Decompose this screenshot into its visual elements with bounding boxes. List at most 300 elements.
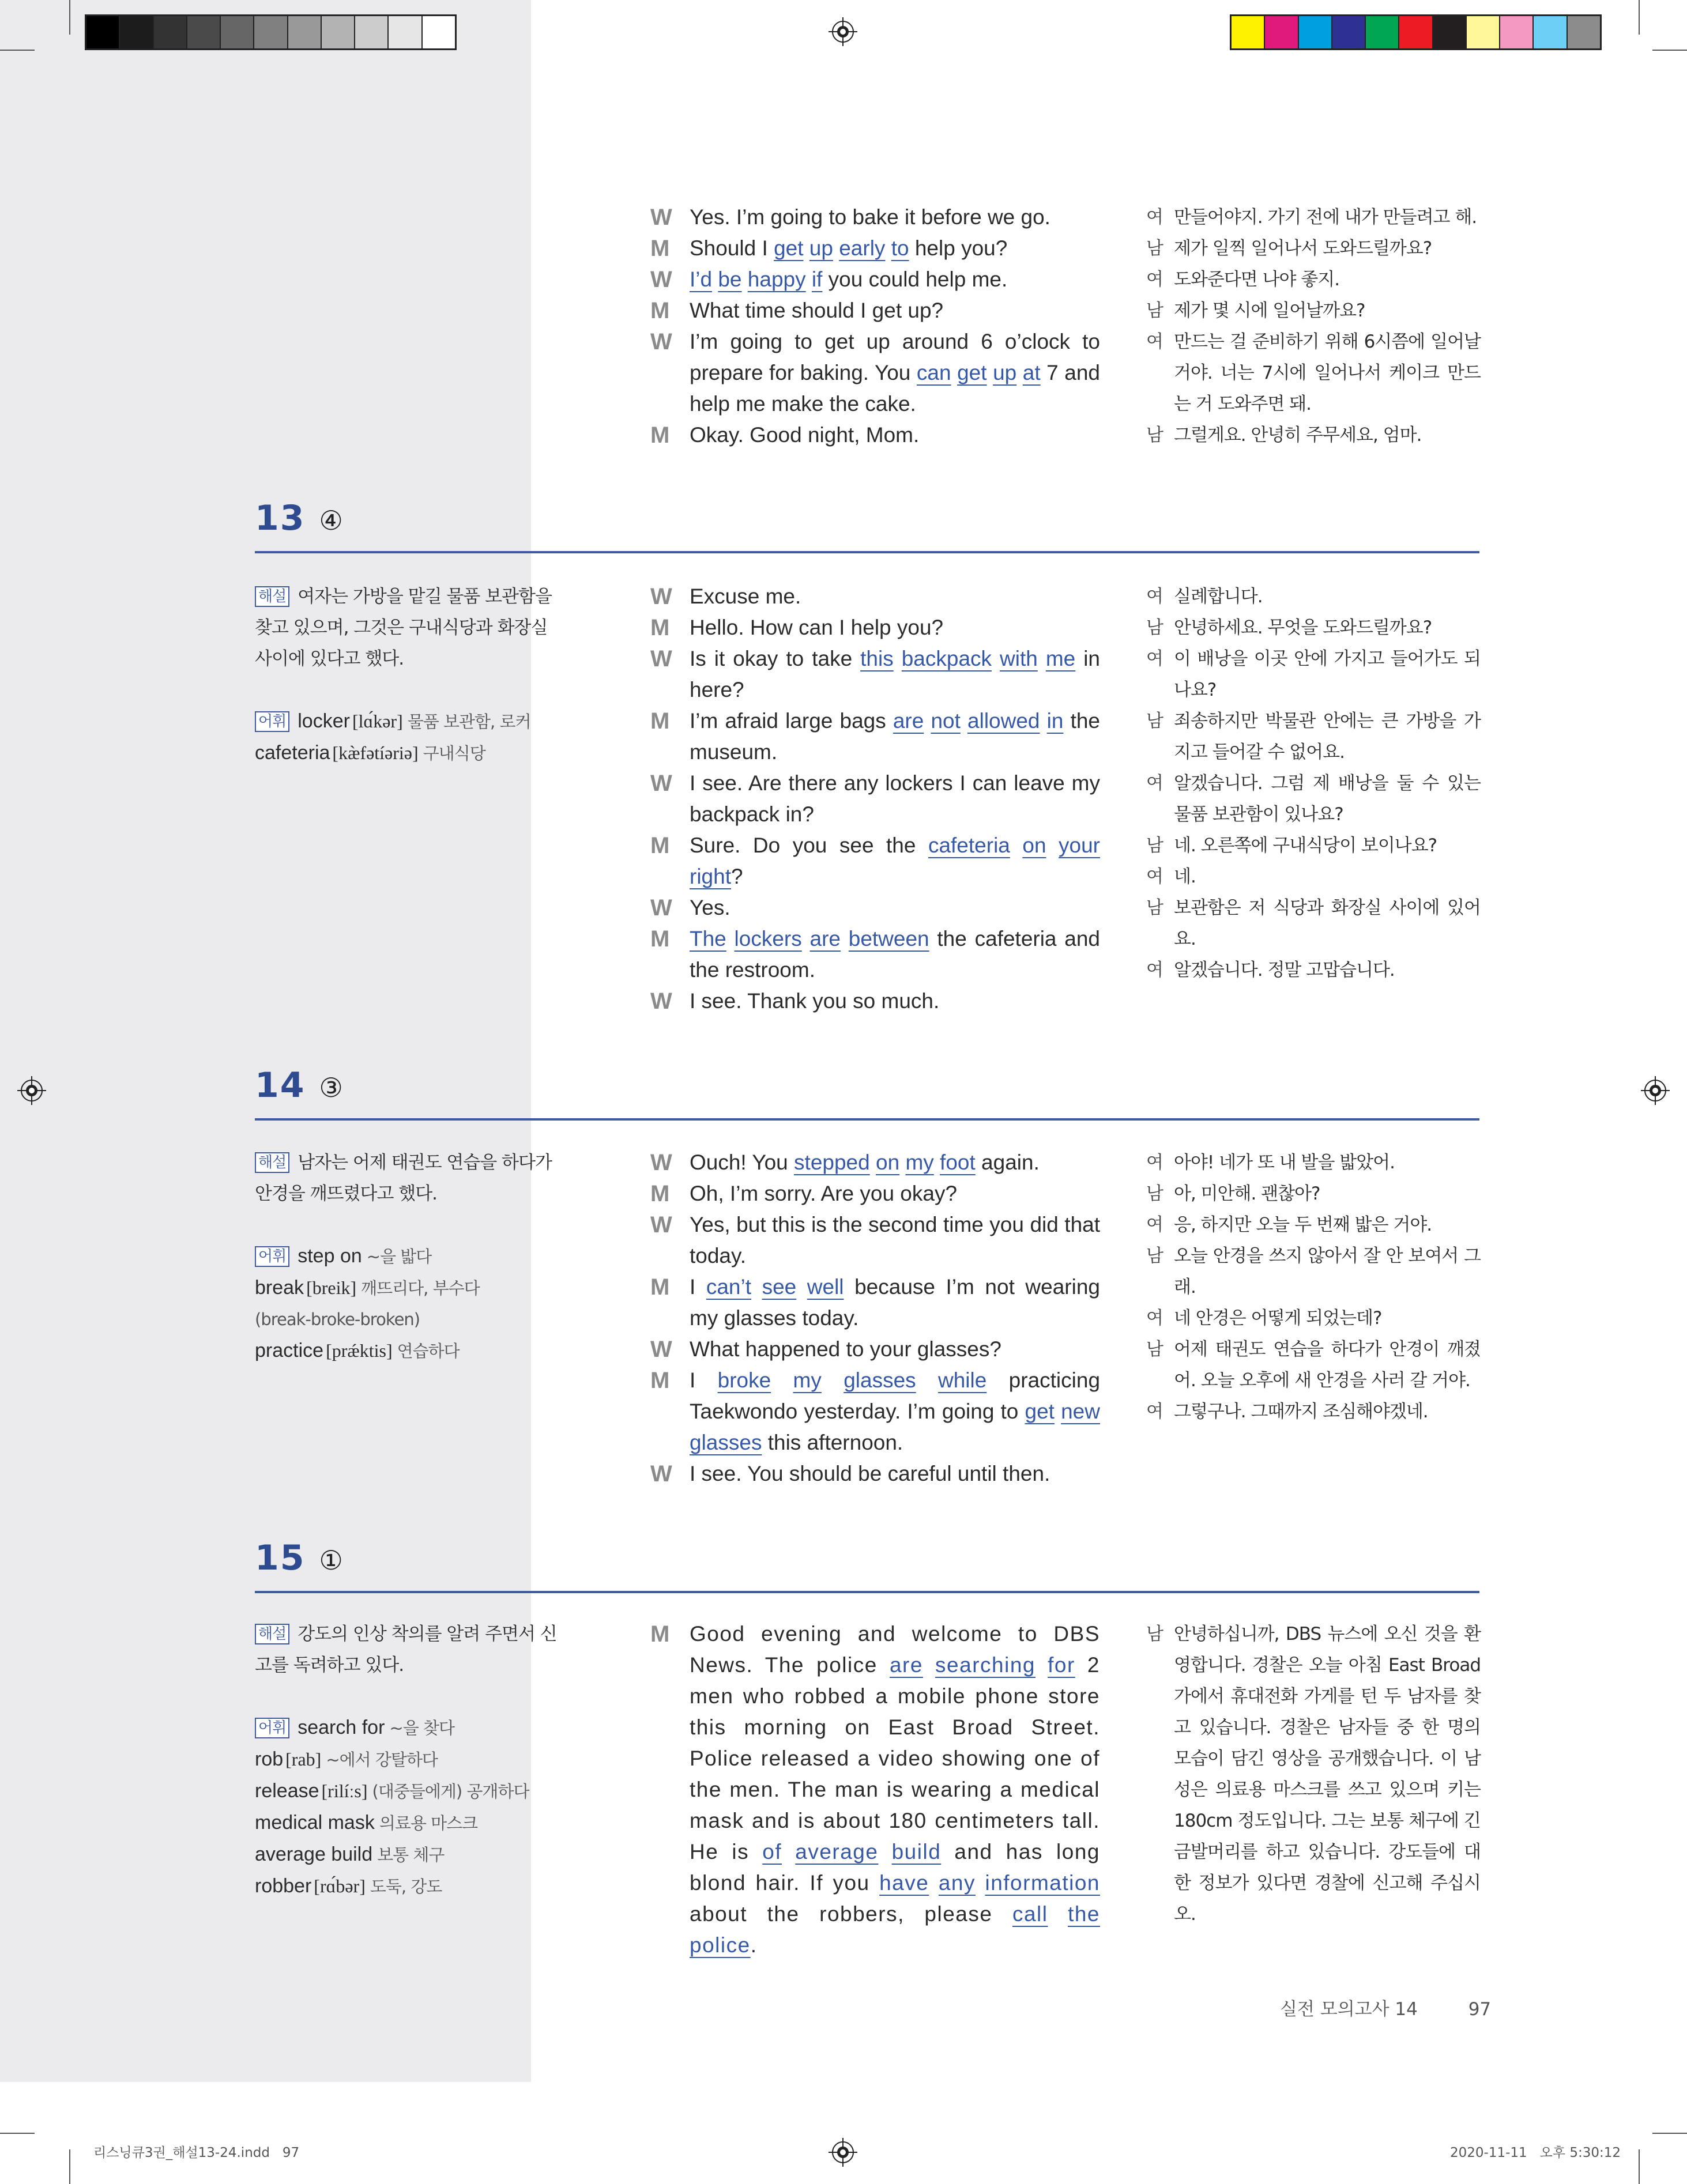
explanation-text: 해설 강도의 인상 착의를 알려 주면서 신고를 독려하고 있다.: [255, 1624, 557, 1676]
gray-swatch: [221, 16, 254, 48]
utterance: Yes.: [690, 896, 730, 919]
translation-text: 그럴게요. 안녕히 주무세요, 엄마.: [1174, 425, 1422, 446]
translation-line: [1146, 706, 1481, 768]
gray-swatch: [322, 16, 355, 48]
speaker-label: M: [650, 423, 670, 448]
speaker-label: 남: [1146, 711, 1163, 731]
korean-translation-13: [1146, 581, 1481, 986]
translation-line: [1146, 892, 1481, 955]
process-color-bar: [1230, 14, 1602, 50]
utterance: What happened to your glasses?: [690, 1337, 1001, 1361]
translation-text: 그렇구나. 그때까지 조심해야겠네.: [1174, 1401, 1428, 1422]
vocab-pronunciation: [breik]: [306, 1277, 357, 1298]
speaker-label: W: [650, 895, 672, 921]
translation-line: [1146, 326, 1481, 420]
crop-mark: [0, 2133, 35, 2134]
speaker-label: 남: [1146, 897, 1163, 918]
vocab-item: [255, 737, 560, 769]
process-color-swatch: [1534, 16, 1567, 48]
translation-line: [1146, 1303, 1481, 1334]
process-color-swatch: [1433, 16, 1467, 48]
blank-answer: be: [718, 267, 742, 291]
speaker-label: M: [650, 298, 670, 323]
vocab-word: step on: [298, 1245, 362, 1267]
speaker-label: 여: [1146, 586, 1163, 607]
blank-answer: see: [762, 1275, 797, 1299]
blank-answer: happy: [747, 267, 806, 291]
explanation-13: [255, 581, 560, 769]
speaker-label: W: [650, 205, 672, 230]
speaker-label: 남: [1146, 1624, 1163, 1644]
speaker-label: 여: [1146, 960, 1163, 980]
dialogue-line: [650, 706, 1100, 768]
vocab-meaning: ~을 밟다: [366, 1247, 432, 1266]
speaker-label: W: [650, 646, 672, 672]
utterance: Ouch! You stepped on my foot again.: [690, 1151, 1040, 1174]
blank-answer: my: [905, 1151, 934, 1174]
vocabulary-list: [255, 1240, 560, 1367]
vocab-item: [255, 1335, 560, 1367]
speaker-label: W: [650, 584, 672, 609]
section-answer: ③: [319, 1072, 343, 1103]
speaker-label: 남: [1146, 1246, 1163, 1266]
blank-answer: on: [876, 1151, 900, 1174]
vocab-tag: 어휘: [255, 1246, 289, 1267]
translation-text: 도와준다면 나야 좋지.: [1174, 269, 1340, 290]
utterance: What time should I get up?: [690, 299, 944, 322]
gray-swatch: [355, 16, 389, 48]
dialogue-line: [650, 892, 1100, 923]
process-color-swatch: [1366, 16, 1399, 48]
blank-answer: police: [690, 1933, 751, 1957]
speaker-label: M: [650, 1274, 670, 1300]
translation-line: [1146, 612, 1481, 643]
translation-line: [1146, 861, 1481, 892]
speaker-label: 여: [1146, 269, 1163, 290]
process-color-swatch: [1232, 16, 1265, 48]
dialogue-line: [650, 326, 1100, 420]
translation-line: [1146, 1334, 1481, 1396]
crop-mark: [1639, 2149, 1640, 2184]
blank-answer: this: [860, 647, 894, 670]
translation-line: [1146, 202, 1481, 233]
blank-answer: up: [993, 361, 1017, 384]
gray-swatch: [423, 16, 455, 48]
speaker-label: 여: [1146, 1152, 1163, 1173]
speaker-label: 여: [1146, 1308, 1163, 1329]
translation-line: [1146, 233, 1481, 264]
vocab-meaning: 깨뜨리다, 부수다: [361, 1278, 480, 1298]
crop-mark: [0, 50, 35, 51]
dialogue-line: [650, 1619, 1100, 1961]
vocab-item: [255, 1839, 560, 1870]
explanation-text: 해설 여자는 가방을 맡길 물품 보관함을 찾고 있으며, 그것은 구내식당과 화장실 사이에 있다고 했다.: [255, 586, 552, 669]
section-number: 15: [255, 1538, 306, 1578]
vocab-item: [255, 1744, 560, 1775]
vocab-item: [255, 1775, 560, 1807]
explanation-tag: 해설: [255, 586, 289, 607]
print-file-slug: 리스닝큐3권_해설13-24.indd 97: [93, 2145, 300, 2160]
vocab-pronunciation: [kæ̀fətíəriə]: [332, 742, 419, 763]
vocab-word: locker: [298, 710, 350, 732]
blank-answer: can: [916, 361, 951, 384]
blank-answer: backpack: [901, 647, 992, 670]
speaker-label: W: [650, 989, 672, 1014]
blank-answer: up: [809, 236, 833, 260]
section-answer: ①: [319, 1545, 343, 1576]
translation-line: [1146, 768, 1481, 830]
gray-swatch: [254, 16, 288, 48]
translation-text: 이 배낭을 이곳 안에 가지고 들어가도 되나요?: [1174, 648, 1481, 700]
utterance: Yes. I’m going to bake it before we go.: [690, 205, 1050, 229]
blank-answer: are: [893, 709, 924, 733]
translation-text: 응, 하지만 오늘 두 번째 밟은 거야.: [1174, 1214, 1432, 1235]
utterance: Sure. Do you see the cafeteria on your right?: [690, 833, 1101, 888]
blank-answer: build: [891, 1840, 942, 1864]
gray-swatch: [120, 16, 153, 48]
dialogue-line: [650, 1365, 1100, 1458]
translation-line: [1146, 1619, 1481, 1930]
speaker-label: 남: [1146, 425, 1163, 446]
vocab-word: average build: [255, 1843, 373, 1865]
utterance: Okay. Good night, Mom.: [690, 423, 920, 447]
translation-line: [1146, 420, 1481, 451]
vocab-item: [255, 1304, 560, 1335]
blank-answer: in: [1046, 709, 1064, 733]
speaker-label: 남: [1146, 238, 1163, 259]
translation-text: 어제 태권도 연습을 하다가 안경이 깨졌어. 오늘 오후에 새 안경을 사러 갈 거야.: [1174, 1339, 1481, 1391]
utterance: I see. Thank you so much.: [690, 989, 940, 1013]
speaker-label: 남: [1146, 1183, 1163, 1204]
section-header-14: [255, 1065, 1479, 1106]
vocab-meaning: 구내식당: [423, 744, 485, 763]
utterance: Yes, but this is the second time you did that today.: [690, 1213, 1100, 1268]
dialogue-line: [650, 986, 1100, 1017]
vocab-word: medical mask: [255, 1812, 375, 1834]
dialogue-12-continued: [650, 202, 1100, 451]
utterance: Good evening and welcome to DBS News. The police are searching for 2 men who robbed a mobile phone store this morning on East Broad Street. Police released a video showing one of the men. The man is wearing a medical mask and is about 180 centimeters tall. He is of average build and has long blond hair. If you have any information about the robbers, please call the police.: [690, 1622, 1100, 1957]
blank-answer: get: [1025, 1400, 1055, 1423]
blank-answer: are: [889, 1653, 923, 1677]
translation-text: 안녕하십니까, DBS 뉴스에 오신 것을 환영합니다. 경찰은 오늘 아침 East Broad 가에서 휴대전화 가게를 턴 두 남자를 찾고 있습니다. 경찰은 남자들 중 한 명의 모습이 담긴 영상을 공개했습니다. 이 남성은 의료용 마스크를 쓰고 있으며 키는 180cm 정도입니다. 그는 보통 체구에 긴 금발머리를 하고 있습니다. 강도들에 대한 정보가 있다면 경찰에 신고해 주십시오.: [1174, 1624, 1481, 1925]
translation-text: 알겠습니다. 정말 고맙습니다.: [1174, 960, 1395, 980]
blank-answer: of: [762, 1840, 782, 1864]
utterance: I’m afraid large bags are not allowed in the museum.: [690, 709, 1101, 764]
process-color-swatch: [1332, 16, 1366, 48]
blank-answer: not: [931, 709, 961, 733]
registration-mark-top-icon: [829, 17, 857, 46]
blank-answer: searching: [935, 1653, 1035, 1677]
dialogue-13: [650, 581, 1100, 1017]
vocab-pronunciation: [prǽktis]: [326, 1340, 393, 1361]
speaker-label: M: [650, 1368, 670, 1393]
translation-line: [1146, 643, 1481, 706]
translation-line: [1146, 295, 1481, 326]
speaker-label: 남: [1146, 617, 1163, 638]
section-divider: [255, 551, 1479, 553]
dialogue-line: [650, 420, 1100, 451]
translation-text: 알겠습니다. 그럼 제 배낭을 둘 수 있는 물품 보관함이 있나요?: [1174, 773, 1481, 825]
vocab-item: [255, 1807, 560, 1839]
speaker-label: M: [650, 1181, 670, 1206]
dialogue-line: [650, 923, 1100, 986]
speaker-label: W: [650, 1337, 672, 1362]
explanation-14: [255, 1147, 560, 1367]
gray-swatch: [154, 16, 187, 48]
speaker-label: 여: [1146, 773, 1163, 794]
vocab-item: [255, 706, 560, 737]
blank-answer: get: [774, 236, 804, 260]
blank-answer: cafeteria: [928, 833, 1010, 857]
explanation-tag: 해설: [255, 1152, 289, 1173]
blank-answer: if: [811, 267, 823, 291]
translation-text: 안녕하세요. 무엇을 도와드릴까요?: [1174, 617, 1432, 638]
translation-text: 죄송하지만 박물관 안에는 큰 가방을 가지고 들어갈 수 없어요.: [1174, 711, 1481, 763]
vocab-word: break: [255, 1277, 304, 1299]
utterance: The lockers are between the cafeteria and the restroom.: [690, 927, 1101, 982]
process-color-swatch: [1265, 16, 1298, 48]
blank-answer: call: [1012, 1902, 1048, 1926]
vocab-meaning: 물품 보관함, 로커: [407, 712, 531, 731]
vocab-meaning: 보통 체구: [377, 1845, 445, 1865]
translation-text: 아야! 네가 또 내 발을 밟았어.: [1174, 1152, 1395, 1173]
blank-answer: average: [795, 1840, 879, 1864]
process-color-swatch: [1500, 16, 1534, 48]
grayscale-color-bar: [85, 14, 457, 50]
gray-swatch: [86, 16, 120, 48]
gray-swatch: [389, 16, 422, 48]
translation-line: [1146, 1147, 1481, 1178]
dialogue-line: [650, 612, 1100, 643]
crop-mark: [1652, 50, 1687, 51]
blank-answer: at: [1022, 361, 1041, 384]
speaker-label: M: [650, 833, 670, 858]
speaker-label: 여: [1146, 1214, 1163, 1235]
dialogue-line: [650, 830, 1100, 892]
speaker-label: 남: [1146, 835, 1163, 856]
translation-line: [1146, 581, 1481, 612]
process-color-swatch: [1568, 16, 1600, 48]
vocab-word: rob: [255, 1748, 284, 1770]
utterance: Is it okay to take this backpack with me in here?: [690, 647, 1100, 701]
blank-answer: new: [1061, 1400, 1100, 1423]
translation-line: [1146, 830, 1481, 861]
speaker-label: 여: [1146, 648, 1163, 669]
crop-mark: [69, 0, 70, 35]
vocab-pronunciation: [rab]: [285, 1749, 322, 1770]
registration-mark-left-icon: [17, 1076, 46, 1105]
speaker-label: W: [650, 267, 672, 292]
vocab-meaning: (대중들에게) 공개하다: [372, 1782, 529, 1801]
speaker-label: W: [650, 771, 672, 796]
utterance: I’m going to get up around 6 o’clock to prepare for baking. You can get up at 7 and help me make the cake.: [690, 330, 1100, 416]
crop-mark: [69, 2149, 70, 2184]
korean-translation-15: [1146, 1619, 1481, 1930]
dialogue-line: [650, 1458, 1100, 1489]
utterance: I broke my glasses while practicing Taekwondo yesterday. I’m going to get new glasses this afternoon.: [690, 1368, 1101, 1454]
dialogue-line: [650, 295, 1100, 326]
process-color-swatch: [1299, 16, 1332, 48]
section-number: 14: [255, 1065, 306, 1106]
blank-answer: glasses: [690, 1431, 762, 1454]
vocab-pronunciation: [rɑ́bər]: [314, 1876, 366, 1896]
vocab-pronunciation: [rilíːs]: [321, 1781, 368, 1801]
dialogue-line: [650, 1178, 1100, 1209]
vocab-tag: 어휘: [255, 711, 289, 732]
utterance: I can’t see well because I’m not wearing my glasses today.: [690, 1275, 1100, 1330]
translation-text: 네 안경은 어떻게 되었는데?: [1174, 1308, 1382, 1329]
blank-answer: to: [891, 236, 909, 260]
blank-answer: The: [690, 927, 726, 950]
blank-answer: my: [793, 1368, 822, 1392]
dialogue-line: [650, 643, 1100, 706]
translation-line: [1146, 264, 1481, 295]
blank-answer: can’t: [706, 1275, 751, 1299]
blank-answer: well: [807, 1275, 844, 1299]
utterance: I see. You should be careful until then.: [690, 1462, 1050, 1485]
translation-text: 보관함은 저 식당과 화장실 사이에 있어요.: [1174, 897, 1481, 949]
blank-answer: right: [690, 865, 731, 888]
dialogue-line: [650, 1334, 1100, 1365]
translation-line: [1146, 1240, 1481, 1303]
speaker-label: 여: [1146, 331, 1163, 352]
speaker-label: W: [650, 1150, 672, 1175]
registration-mark-right-icon: [1641, 1076, 1670, 1105]
section-number: 13: [255, 498, 306, 538]
blank-answer: are: [809, 927, 841, 950]
dialogue-line: [650, 1209, 1100, 1272]
crop-mark: [1639, 0, 1640, 35]
crop-mark: [1652, 2133, 1687, 2134]
section-divider: [255, 1591, 1479, 1593]
section-divider: [255, 1118, 1479, 1121]
dialogue-line: [650, 264, 1100, 295]
process-color-swatch: [1467, 16, 1500, 48]
vocab-word: practice: [255, 1340, 324, 1361]
vocab-word: robber: [255, 1875, 312, 1897]
translation-text: 제가 일찍 일어나서 도와드릴까요?: [1174, 238, 1432, 259]
registration-mark-bottom-icon: [829, 2138, 857, 2167]
page-number: 97: [1468, 1999, 1492, 2020]
translation-text: 실례합니다.: [1174, 586, 1263, 607]
vocab-item: [255, 1712, 560, 1744]
blank-answer: early: [839, 236, 886, 260]
vocab-pronunciation: [lɑ́kər]: [352, 711, 403, 731]
translation-line: [1146, 1178, 1481, 1209]
page-footer: [1280, 1994, 1491, 2020]
vocab-word: cafeteria: [255, 742, 330, 764]
speaker-label: M: [650, 236, 670, 261]
process-color-swatch: [1399, 16, 1433, 48]
speaker-label: 여: [1146, 866, 1163, 887]
translation-text: 오늘 안경을 쓰지 않아서 잘 안 보여서 그래.: [1174, 1246, 1481, 1297]
speaker-label: M: [650, 926, 670, 952]
blank-answer: foot: [940, 1151, 976, 1174]
explanation-text: 해설 남자는 어제 태권도 연습을 하다가 안경을 깨뜨렸다고 했다.: [255, 1152, 552, 1204]
vocabulary-list: [255, 706, 560, 769]
utterance: Should I get up early to help you?: [690, 236, 1008, 260]
korean-translation-14: [1146, 1147, 1481, 1427]
dialogue-line: [650, 202, 1100, 233]
speaker-label: 여: [1146, 207, 1163, 228]
translation-line: [1146, 1209, 1481, 1240]
dialogue-line: [650, 1147, 1100, 1178]
translation-line: [1146, 1396, 1481, 1427]
speaker-label: M: [650, 1621, 671, 1647]
blank-answer: get: [957, 361, 987, 384]
footer-label: 실전 모의고사 14: [1280, 1999, 1418, 2020]
speaker-label: M: [650, 615, 670, 640]
blank-answer: for: [1048, 1653, 1075, 1677]
utterance: Hello. How can I help you?: [690, 616, 944, 639]
blank-answer: me: [1045, 647, 1076, 670]
blank-answer: information: [985, 1871, 1100, 1895]
vocab-meaning: (break-broke-broken): [255, 1310, 420, 1329]
translation-text: 아, 미안해. 괜찮아?: [1174, 1183, 1320, 1204]
vocab-word: release: [255, 1780, 319, 1802]
dialogue-line: [650, 233, 1100, 264]
blank-answer: stepped: [794, 1151, 870, 1174]
vocab-meaning: ~을 찾다: [389, 1718, 454, 1738]
speaker-label: W: [650, 329, 672, 354]
speaker-label: M: [650, 708, 670, 734]
print-timestamp: 2020-11-11 오후 5:30:12: [1450, 2145, 1621, 2160]
vocabulary-list: [255, 1712, 560, 1902]
section-header-13: [255, 498, 1479, 538]
dialogue-line: [650, 581, 1100, 612]
dialogue-15: [650, 1619, 1100, 1961]
vocab-item: [255, 1240, 560, 1272]
speaker-label: 남: [1146, 1339, 1163, 1360]
utterance: I’d be happy if you could help me.: [690, 267, 1008, 291]
section-header-15: [255, 1538, 1479, 1578]
blank-answer: allowed: [967, 709, 1040, 733]
blank-answer: any: [938, 1871, 976, 1895]
translation-text: 만들어야지. 가기 전에 내가 만들려고 해.: [1174, 207, 1477, 228]
dialogue-14: [650, 1147, 1100, 1489]
blank-answer: the: [1068, 1902, 1100, 1926]
vocab-meaning: 연습하다: [397, 1341, 460, 1361]
vocab-word: search for: [298, 1717, 385, 1738]
translation-text: 제가 몇 시에 일어날까요?: [1174, 300, 1365, 321]
blank-answer: I’d: [690, 267, 713, 291]
translation-text: 네. 오른쪽에 구내식당이 보이나요?: [1174, 835, 1437, 856]
utterance: I see. Are there any lockers I can leave my backpack in?: [690, 771, 1100, 826]
translation-text: 네.: [1174, 866, 1196, 887]
speaker-label: 남: [1146, 300, 1163, 321]
translation-text: 만드는 걸 준비하기 위해 6시쯤에 일어날 거야. 너는 7시에 일어나서 케이크 만드는 거 도와주면 돼.: [1174, 331, 1481, 414]
translation-line: [1146, 955, 1481, 986]
speaker-label: W: [650, 1212, 672, 1238]
blank-answer: with: [1000, 647, 1038, 670]
korean-translation-12-continued: [1146, 202, 1481, 451]
dialogue-line: [650, 1272, 1100, 1334]
blank-answer: lockers: [734, 927, 802, 950]
gray-swatch: [187, 16, 221, 48]
speaker-label: 여: [1146, 1401, 1163, 1422]
utterance: Excuse me.: [690, 584, 801, 608]
vocab-tag: 어휘: [255, 1718, 289, 1738]
blank-answer: have: [879, 1871, 929, 1895]
blank-answer: broke: [717, 1368, 771, 1392]
blank-answer: glasses: [843, 1368, 916, 1392]
blank-answer: your: [1059, 833, 1101, 857]
vocab-meaning: 도둑, 강도: [370, 1877, 442, 1896]
speaker-label: W: [650, 1461, 672, 1487]
vocab-item: [255, 1870, 560, 1902]
blank-answer: while: [938, 1368, 987, 1392]
blank-answer: between: [848, 927, 929, 950]
